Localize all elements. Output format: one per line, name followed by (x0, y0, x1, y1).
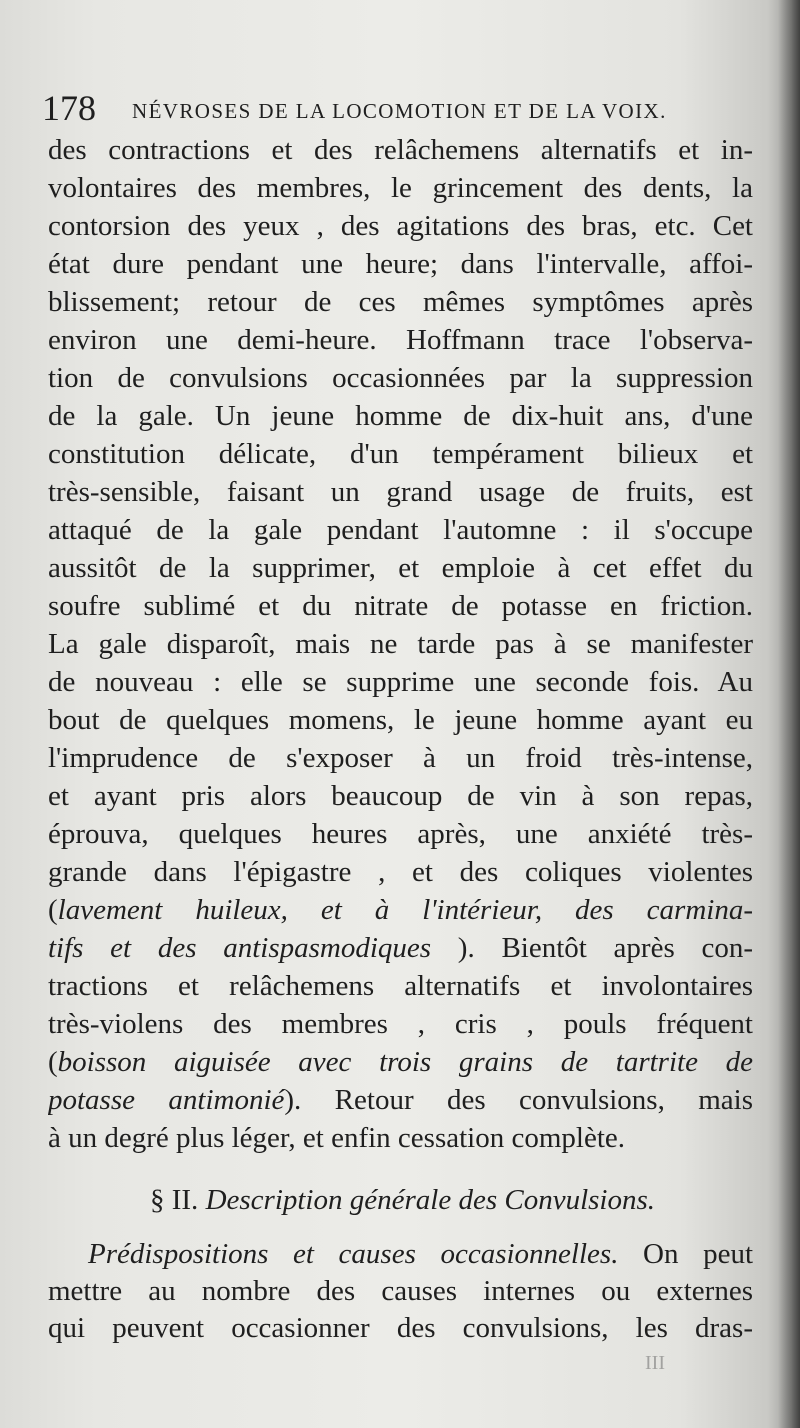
text-line: aussitôt de la supprimer, et emploie à cet effet du (48, 552, 753, 584)
text-line: de nouveau : elle se supprime une seconde fois. Au (48, 666, 753, 698)
text-line: La gale disparoît, mais ne tarde pas à se manifester (48, 628, 753, 660)
text-line: de la gale. Un jeune homme de dix-huit ans, d'une (48, 400, 753, 432)
italic-treatment: potasse antimonié (48, 1084, 285, 1116)
text-line: état dure pendant une heure; dans l'intervalle, affoi- (48, 248, 753, 280)
text-line (48, 929, 753, 967)
text-segment: On peut (618, 1238, 753, 1270)
text-line: très-violens des membres , cris , pouls fréquent (48, 1008, 753, 1040)
text-line: éprouva, quelques heures après, une anxiété très- (48, 818, 753, 850)
italic-treatment: boisson aiguisée avec trois grains de tartrite de (57, 1046, 753, 1078)
text-line: très-sensible, faisant un grand usage de fruits, est (48, 476, 753, 508)
text-line (48, 1236, 753, 1273)
italic-treatment: lavement huileux, et à l'intérieur, des carmina- (57, 894, 753, 926)
text-line: grande dans l'épigastre , et des coliques violentes (48, 856, 753, 888)
section-title-text: Description générale des Convulsions. (205, 1184, 656, 1216)
text-line: blissement; retour de ces mêmes symptômes après (48, 286, 753, 318)
paragraph-1 (48, 131, 753, 1157)
text-line: et ayant pris alors beaucoup de vin à son repas, (48, 780, 753, 812)
text-segment: ). Retour des convulsions, mais (284, 1084, 753, 1116)
paragraph-2 (48, 1236, 753, 1347)
text-line (48, 891, 753, 929)
text-line (48, 1081, 753, 1119)
text-line: des contractions et des relâchemens alternatifs et in- (48, 134, 753, 166)
italic-treatment: tifs et des antispasmodiques (48, 932, 432, 964)
section-mark: § II. (149, 1184, 199, 1216)
text-line: qui peuvent occasionner des convulsions, les dras- (48, 1312, 753, 1344)
text-line: contorsion des yeux , des agitations des bras, etc. Cet (48, 210, 753, 242)
text-line: attaqué de la gale pendant l'automne : il s'occupe (48, 514, 753, 546)
signature-mark: III (645, 1352, 665, 1374)
text-line: soufre sublimé et du nitrate de potasse en friction. (48, 590, 753, 622)
text-line: à un degré plus léger, et enfin cessation complète. (48, 1122, 626, 1154)
text-line (48, 1043, 753, 1081)
text-line: constitution délicate, d'un tempérament bilieux et (48, 438, 753, 470)
page-number: 178 (42, 88, 96, 128)
text-line: l'imprudence de s'exposer à un froid très-intense, (48, 742, 753, 774)
text-line: tractions et relâchemens alternatifs et involontaires (48, 970, 753, 1002)
text-line: volontaires des membres, le grincement des dents, la (48, 172, 753, 204)
text-line: mettre au nombre des causes internes ou externes (48, 1275, 753, 1307)
text-line: environ une demi-heure. Hoffmann trace l'observa- (48, 324, 753, 356)
running-head (42, 88, 752, 128)
section-heading (50, 1180, 755, 1220)
paren-open: ( (48, 1046, 58, 1078)
italic-lead: Prédispositions et causes occasionnelles. (88, 1238, 619, 1270)
text-line: tion de convulsions occasionnées par la suppression (48, 362, 753, 394)
page-gutter-shadow (778, 0, 800, 1428)
text-segment: ). Bientôt après con- (431, 932, 753, 964)
running-head-title: NÉVROSES DE LA LOCOMOTION ET DE LA VOIX. (132, 99, 667, 123)
text-line: bout de quelques momens, le jeune homme ayant eu (48, 704, 753, 736)
paren-open: ( (48, 894, 58, 926)
